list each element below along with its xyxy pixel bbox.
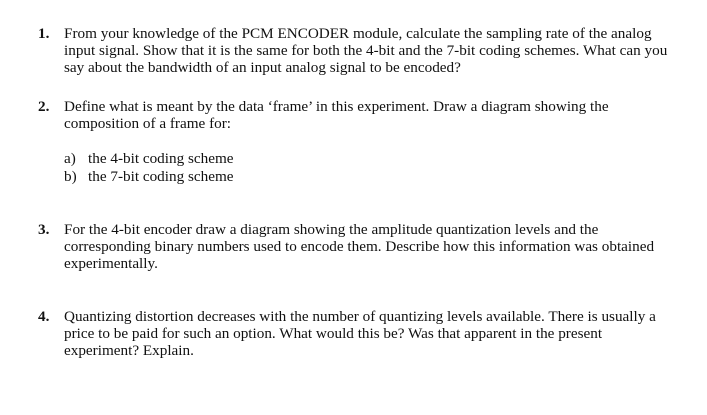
question-text: Define what is meant by the data ‘frame’ in this experiment. Draw a diagram showing the composition of a frame for: bbox=[64, 98, 609, 133]
question-2 bbox=[38, 98, 678, 185]
list-item-text: the 4-bit coding scheme bbox=[88, 150, 234, 168]
list-item bbox=[64, 168, 678, 185]
question-text: For the 4-bit encoder draw a diagram showing the amplitude quantization levels and the corresponding binary numbers used to encode them. Describe how this information was obtained experimentally. bbox=[64, 221, 655, 273]
list-item-label: a) bbox=[64, 150, 76, 168]
question-1 bbox=[38, 25, 678, 77]
list-item-label: b) bbox=[64, 167, 77, 185]
question-3 bbox=[38, 221, 678, 273]
list-item-text: the 7-bit coding scheme bbox=[88, 167, 234, 185]
question-number: 4. bbox=[38, 308, 50, 325]
question-4 bbox=[38, 308, 678, 360]
question-number: 3. bbox=[38, 221, 50, 238]
question-text: Quantizing distortion decreases with the number of quantizing levels available. There is usually a price to be paid for such an option. What would this be? Was that apparent in the present experiment? Explain. bbox=[64, 308, 656, 360]
question-text: From your knowledge of the PCM ENCODER module, calculate the sampling rate of the analog input signal. Show that it is the same for both the 4-bit and the 7-bit coding schemes. What can you say about the bandwidth of an input analog signal to be encoded? bbox=[64, 25, 668, 77]
question-2-sublist bbox=[64, 150, 678, 184]
list-item bbox=[64, 150, 678, 167]
question-number: 2. bbox=[38, 98, 50, 115]
question-number: 1. bbox=[38, 25, 50, 42]
